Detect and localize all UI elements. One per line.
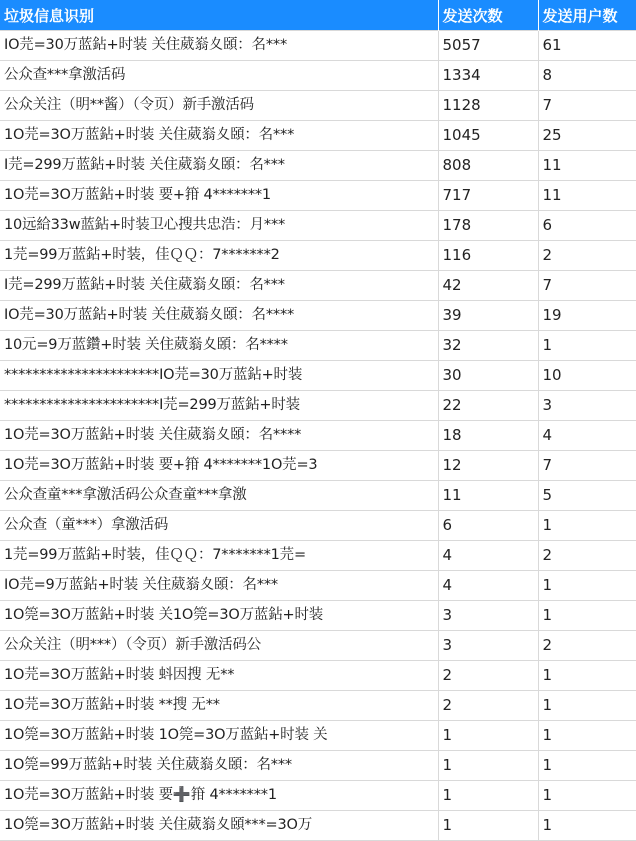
message-cell: 公众关注（明***）（令页）新手激活码公 [0, 631, 438, 661]
message-cell: 1O芫=3O万蓝鉆+时装 关住葳嵡夊頣：名**** [0, 421, 438, 451]
column-header-user-count: 发送用户数 [538, 0, 636, 31]
user-count-cell: 2 [538, 541, 636, 571]
user-count-cell: 1 [538, 751, 636, 781]
table-row [0, 121, 636, 151]
send-count-cell: 1045 [438, 121, 538, 151]
user-count-cell: 19 [538, 301, 636, 331]
user-count-cell: 1 [538, 661, 636, 691]
table-row [0, 541, 636, 571]
message-cell: 1芫=99万蓝鉆+时装，佳ＱＱ：7*******1芫= [0, 541, 438, 571]
header-row [0, 0, 636, 31]
send-count-cell: 32 [438, 331, 538, 361]
message-cell: 公众查***拿激活码 [0, 61, 438, 91]
table-row [0, 241, 636, 271]
table-row [0, 721, 636, 751]
message-cell: I芫=299万蓝鉆+时装 关住葳嵡夊頣：名*** [0, 151, 438, 181]
table-row [0, 571, 636, 601]
send-count-cell: 717 [438, 181, 538, 211]
message-cell: I芫=299万蓝鉆+时装 关住葳嵡夊頣：名*** [0, 271, 438, 301]
user-count-cell: 1 [538, 331, 636, 361]
send-count-cell: 1 [438, 721, 538, 751]
table-row [0, 91, 636, 121]
user-count-cell: 1 [538, 601, 636, 631]
user-count-cell: 8 [538, 61, 636, 91]
user-count-cell: 11 [538, 151, 636, 181]
table-header [0, 0, 636, 31]
user-count-cell: 7 [538, 451, 636, 481]
message-cell: 公众关注（明**酱）（令页）新手激活码 [0, 91, 438, 121]
send-count-cell: 1334 [438, 61, 538, 91]
table-row [0, 331, 636, 361]
send-count-cell: 808 [438, 151, 538, 181]
message-cell: **********************IO芫=30万蓝鉆+时装 [0, 361, 438, 391]
send-count-cell: 1 [438, 781, 538, 811]
send-count-cell: 3 [438, 601, 538, 631]
table-row [0, 631, 636, 661]
message-cell: **********************I芫=299万蓝鉆+时装 [0, 391, 438, 421]
message-cell: 1O筦=99万蓝鉆+时装 关住葳嵡夊頣：名*** [0, 751, 438, 781]
send-count-cell: 6 [438, 511, 538, 541]
send-count-cell: 1128 [438, 91, 538, 121]
user-count-cell: 6 [538, 211, 636, 241]
table-row [0, 361, 636, 391]
message-cell: 1O芫=3O万蓝鉆+时装 关住葳嵡夊頣：名*** [0, 121, 438, 151]
user-count-cell: 2 [538, 631, 636, 661]
send-count-cell: 5057 [438, 31, 538, 61]
table-row [0, 451, 636, 481]
user-count-cell: 1 [538, 571, 636, 601]
message-cell: 1O芫=3O万蓝鉆+时装 **搜 无** [0, 691, 438, 721]
send-count-cell: 178 [438, 211, 538, 241]
table-row [0, 511, 636, 541]
message-cell: 公众查（童***）拿激活码 [0, 511, 438, 541]
send-count-cell: 11 [438, 481, 538, 511]
message-cell: 10远給33w蓝鉆+时装卫心搜共忠浩：月*** [0, 211, 438, 241]
table-row [0, 391, 636, 421]
send-count-cell: 30 [438, 361, 538, 391]
send-count-cell: 3 [438, 631, 538, 661]
send-count-cell: 12 [438, 451, 538, 481]
send-count-cell: 39 [438, 301, 538, 331]
table-row [0, 601, 636, 631]
message-cell: IO芫=30万蓝鉆+时装 关住葳嵡夊頣：名*** [0, 31, 438, 61]
user-count-cell: 5 [538, 481, 636, 511]
message-cell: 1O筦=3O万蓝鉆+时装 1O筦=3O万蓝鉆+时装 关 [0, 721, 438, 751]
user-count-cell: 2 [538, 241, 636, 271]
table-row [0, 481, 636, 511]
message-cell: 1芫=99万蓝鉆+时装，佳ＱＱ：7*******2 [0, 241, 438, 271]
message-cell: 公众查童***拿激活码公众查童***拿激 [0, 481, 438, 511]
table-row [0, 31, 636, 61]
table-row [0, 691, 636, 721]
send-count-cell: 2 [438, 691, 538, 721]
message-cell: 1O芫=3O万蓝鉆+时装 要+箝 4*******1O芫=3 [0, 451, 438, 481]
user-count-cell: 25 [538, 121, 636, 151]
send-count-cell: 1 [438, 811, 538, 841]
table-body [0, 31, 636, 841]
message-cell: 10元=9万蓝鑽+时装 关住葳嵡夊頣：名**** [0, 331, 438, 361]
table-row [0, 781, 636, 811]
user-count-cell: 1 [538, 721, 636, 751]
column-header-send-count: 发送次数 [438, 0, 538, 31]
table-row [0, 811, 636, 841]
message-cell: 1O芫=3O万蓝鉆+时装 要+箝 4*******1 [0, 181, 438, 211]
send-count-cell: 18 [438, 421, 538, 451]
table-row [0, 661, 636, 691]
table-row [0, 211, 636, 241]
table-row [0, 151, 636, 181]
message-cell: 1O筦=3O万蓝鉆+时装 关住葳嵡夊頣***=3O万 [0, 811, 438, 841]
message-cell: 1O筦=3O万蓝鉆+时装 关1O筦=3O万蓝鉆+时装 [0, 601, 438, 631]
user-count-cell: 1 [538, 811, 636, 841]
table-row [0, 181, 636, 211]
table-row [0, 271, 636, 301]
user-count-cell: 7 [538, 271, 636, 301]
table-row [0, 751, 636, 781]
user-count-cell: 4 [538, 421, 636, 451]
send-count-cell: 1 [438, 751, 538, 781]
send-count-cell: 42 [438, 271, 538, 301]
user-count-cell: 7 [538, 91, 636, 121]
table-row [0, 421, 636, 451]
user-count-cell: 1 [538, 511, 636, 541]
table-row [0, 61, 636, 91]
send-count-cell: 4 [438, 541, 538, 571]
send-count-cell: 22 [438, 391, 538, 421]
message-cell: IO芫=30万蓝鉆+时装 关住葳嵡夊頣：名**** [0, 301, 438, 331]
message-cell: IO芫=9万蓝鉆+时装 关住葳嵡夊頣：名*** [0, 571, 438, 601]
message-cell: 1O芫=3O万蓝鉆+时装 要➕箝 4*******1 [0, 781, 438, 811]
send-count-cell: 116 [438, 241, 538, 271]
table-row [0, 301, 636, 331]
user-count-cell: 10 [538, 361, 636, 391]
send-count-cell: 2 [438, 661, 538, 691]
column-header-message: 垃圾信息识别 [0, 0, 438, 31]
send-count-cell: 4 [438, 571, 538, 601]
user-count-cell: 1 [538, 781, 636, 811]
user-count-cell: 11 [538, 181, 636, 211]
user-count-cell: 61 [538, 31, 636, 61]
user-count-cell: 3 [538, 391, 636, 421]
user-count-cell: 1 [538, 691, 636, 721]
message-cell: 1O芫=3O万蓝鉆+时装 蚪因搜 无** [0, 661, 438, 691]
